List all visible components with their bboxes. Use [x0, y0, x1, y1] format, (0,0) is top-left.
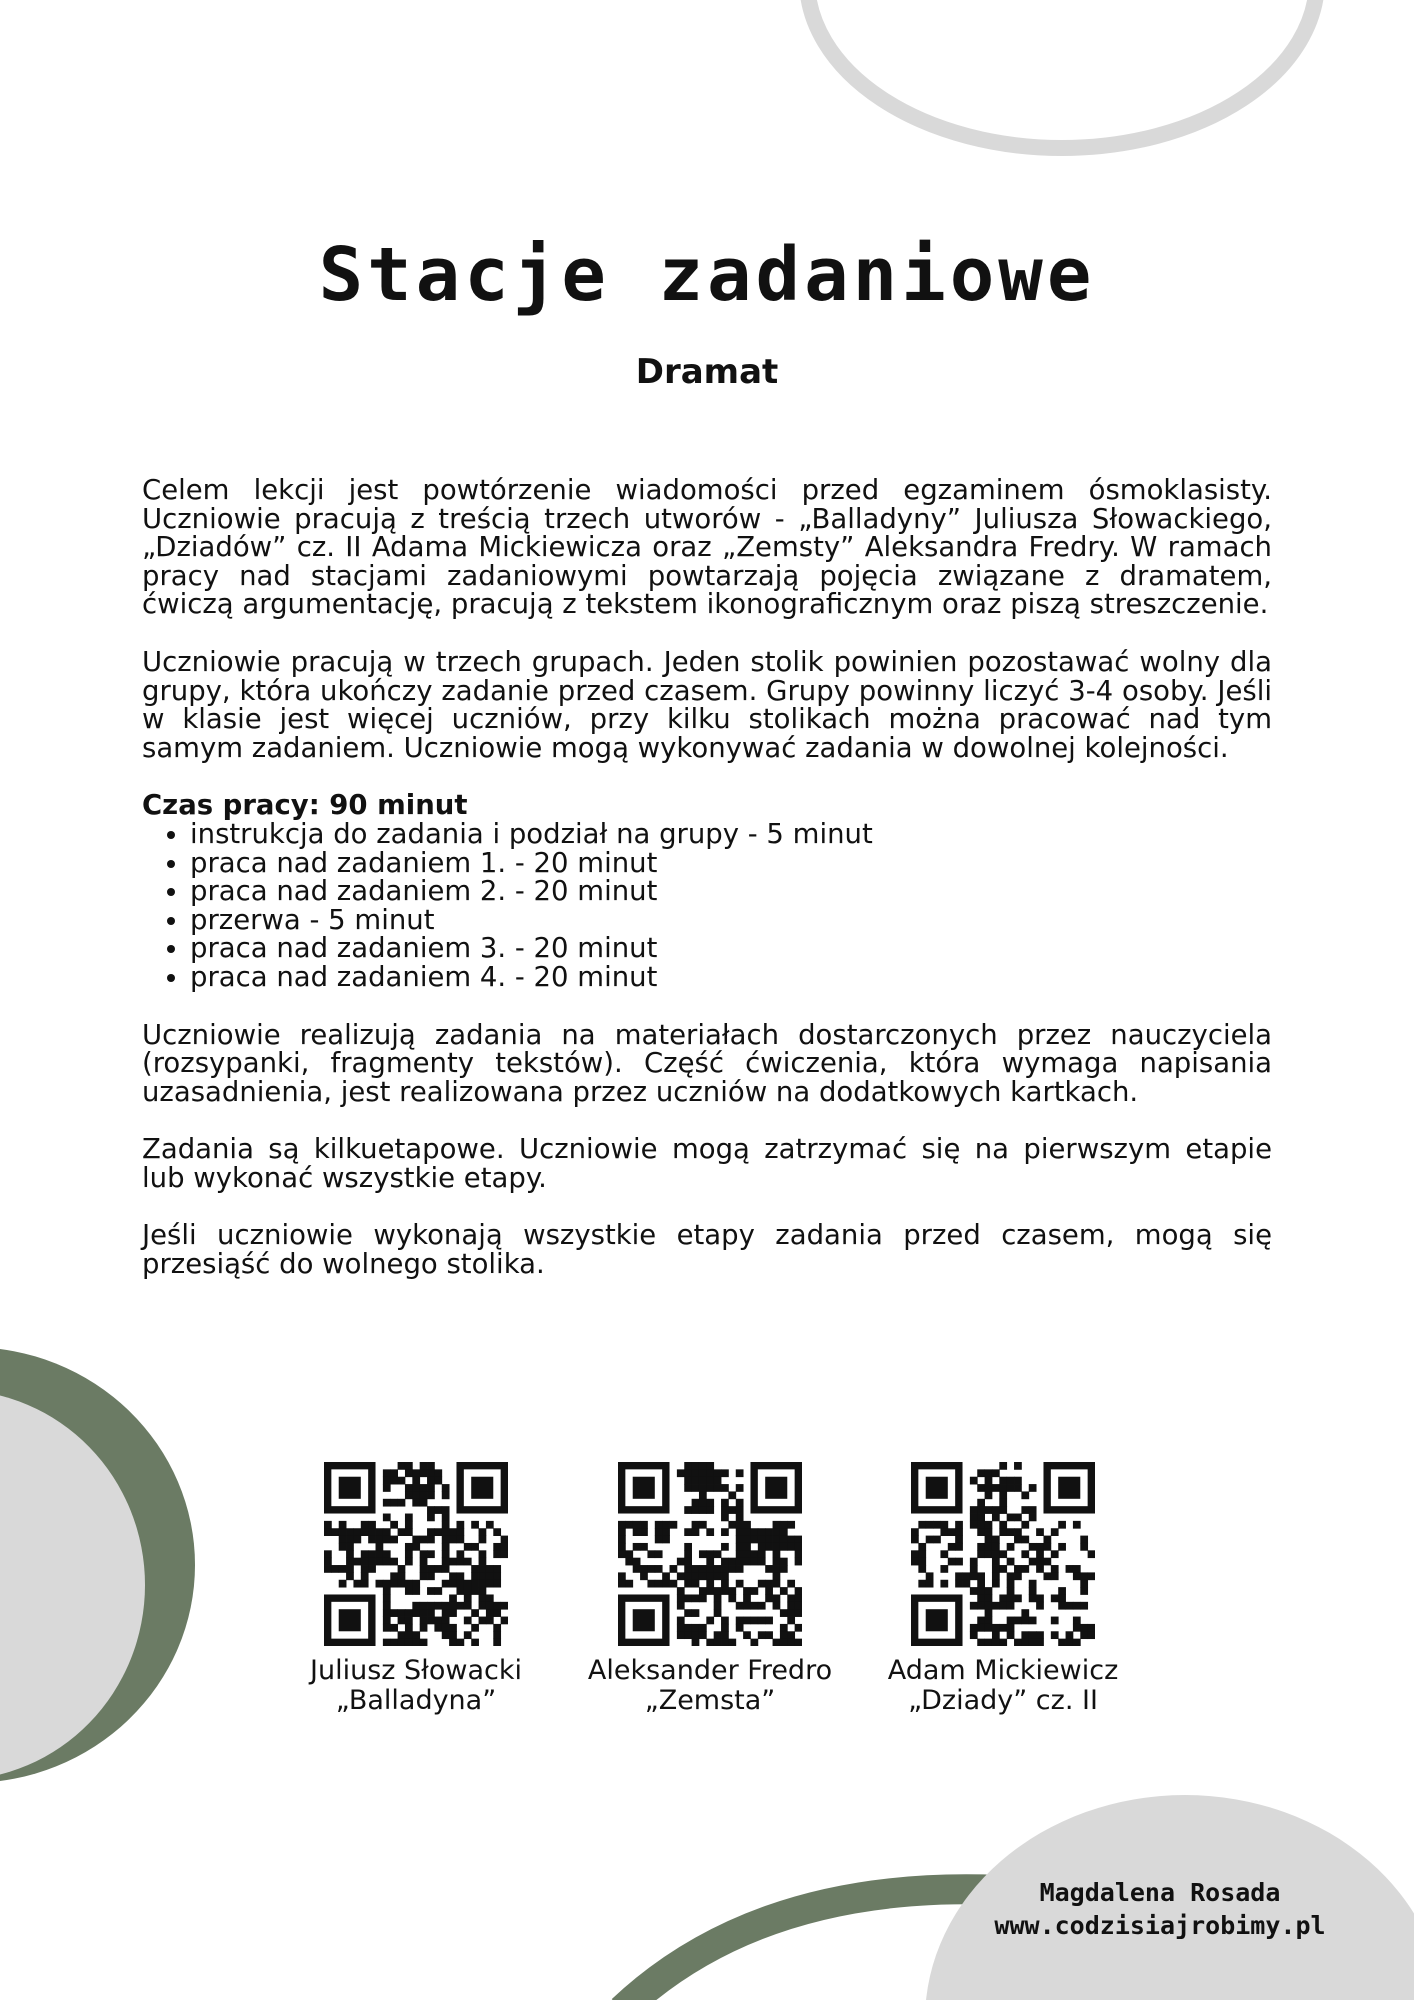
page-subtitle: Dramat [635, 352, 779, 392]
schedule-item: • instrukcja do zadania i podział na grupy - 5 minut [190, 820, 1272, 849]
qr-card-zemsta[interactable] [560, 1462, 860, 1716]
main-content [142, 476, 1272, 1279]
qr-work-label: „Zemsta” [644, 1685, 776, 1716]
qr-code-icon[interactable] [324, 1462, 508, 1646]
intro-paragraph: Celem lekcji jest powtórzenie wiadomości przed egzaminem ósmoklasisty. Uczniowie pracują z treścią trzech utworów - „Balladyny” Juliusza Słowackiego, „Dziadów” cz. II Adama Mickiewicza oraz „Zemsty” Aleksandra Fredry. W ramach pracy nad stacjami zadaniowymi powtarzają pojęcia związane z dramatem, ćwiczą argumentację, pracują z tekstem ikonograficznym oraz piszą streszczenie. [142, 474, 1272, 621]
free-table-paragraph: Jeśli uczniowie wykonają wszystkie etapy zadania przed czasem, mogą się przesiąść do wolnego stolika. [142, 1219, 1272, 1281]
top-ring-decoration [807, 0, 1317, 148]
groups-paragraph: Uczniowie pracują w trzech grupach. Jeden stolik powinien pozostawać wolny dla grupy, która ukończy zadanie przed czasem. Grupy powinny liczyć 3-4 osoby. Jeśli w klasie jest więcej uczniów, przy kilku stolikach można pracować nad tym samym zadaniem. Uczniowie mogą wykonywać zadania w dowolnej kolejności. [142, 645, 1272, 764]
qr-author-label: Adam Mickiewicz [887, 1655, 1119, 1686]
schedule-item: • praca nad zadaniem 1. - 20 minut [190, 849, 1272, 878]
qr-author-label: Aleksander Fredro [587, 1655, 833, 1686]
schedule-title: Czas pracy: 90 minut [142, 789, 468, 822]
schedule-item: • praca nad zadaniem 3. - 20 minut [190, 934, 1272, 963]
footer-credits [960, 1876, 1360, 1942]
qr-work-label: „Balladyna” [335, 1685, 497, 1716]
qr-work-label: „Dziady” cz. II [908, 1685, 1098, 1716]
qr-code-icon[interactable] [911, 1462, 1095, 1646]
schedule-list [142, 817, 1272, 993]
stages-paragraph: Zadania są kilkuetapowe. Uczniowie mogą zatrzymać się na pierwszym etapie lub wykonać wszystkie etapy. [142, 1133, 1272, 1194]
qr-author-label: Juliusz Słowacki [310, 1655, 522, 1686]
qr-card-balladyna[interactable] [266, 1462, 566, 1716]
page-title: Stacje zadaniowe [318, 232, 1096, 318]
author-name: Magdalena Rosada [1039, 1878, 1281, 1907]
schedule-item: • praca nad zadaniem 4. - 20 minut [190, 963, 1272, 992]
schedule-item: • praca nad zadaniem 2. - 20 minut [190, 877, 1272, 906]
qr-card-dziady[interactable] [853, 1462, 1153, 1716]
materials-paragraph: Uczniowie realizują zadania na materiałach dostarczonych przez nauczyciela (rozsypanki, fragmenty tekstów). Część ćwiczenia, która wymaga napisania uzasadnienia, jest realizowana przez uczniów na dodatkowych kartkach. [142, 1018, 1272, 1108]
website-link[interactable]: www.codzisiajrobimy.pl [994, 1911, 1326, 1940]
qr-code-icon[interactable] [618, 1462, 802, 1646]
schedule-item: • przerwa - 5 minut [190, 906, 1272, 935]
